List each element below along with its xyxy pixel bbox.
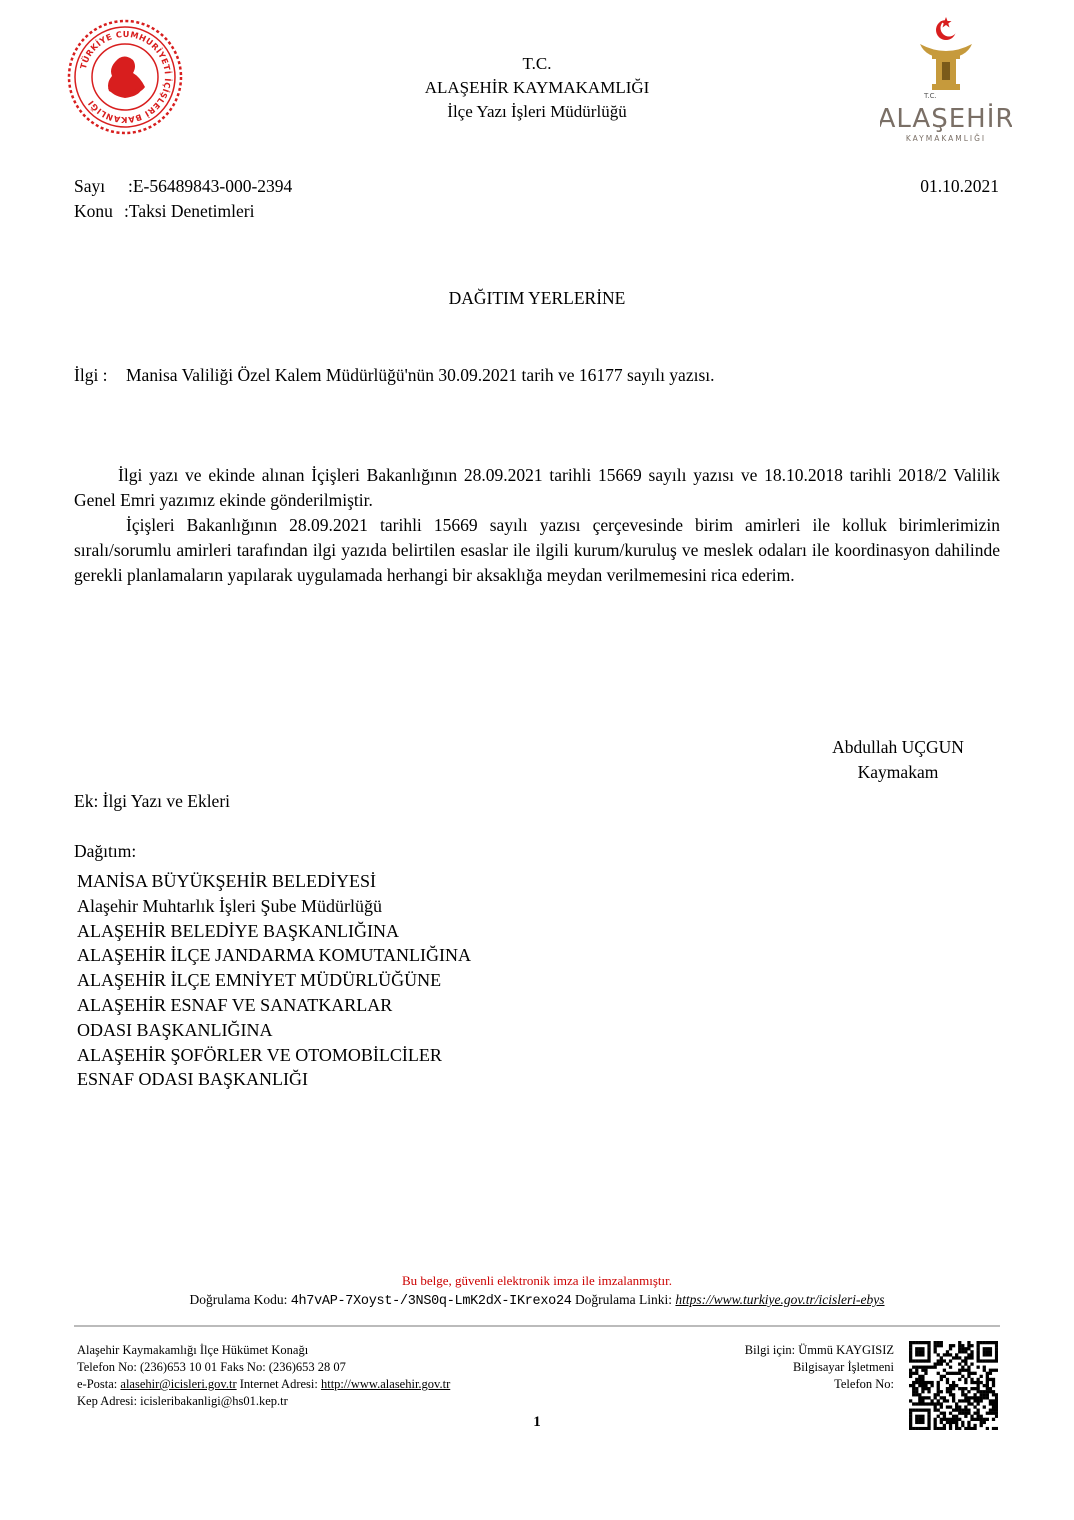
header-tc: T.C. — [522, 54, 552, 73]
svg-text:ALAŞEHİR: ALAŞEHİR — [880, 104, 1012, 134]
footer-web-label: Internet Adresi: — [239, 1377, 318, 1391]
distribution-list — [77, 869, 471, 1092]
verification-link[interactable]: https://www.turkiye.gov.tr/icisleri-ebys — [675, 1292, 885, 1307]
list-item: ALAŞEHİR BELEDİYE BAŞKANLIĞINA — [77, 920, 399, 941]
footer-email-link[interactable]: alasehir@icisleri.gov.tr — [120, 1377, 237, 1391]
paragraph-2: İçişleri Bakanlığının 28.09.2021 tarihli 15669 sayılı yazısı çerçevesinde birim amirleri ile kolluk birimlerimizin sıralı/sorumlu amirleri tarafından ilgi yazıda belirtilen esaslar ile ilgili kurum/kuruluş ve meslek odaları ile koordinasyon dahilinde gerekli planlamaların yapılarak uygulamada herhangi bir aksaklığa meydan verilmemesini rica ederim. — [74, 515, 1000, 585]
list-item: ALAŞEHİR İLÇE JANDARMA KOMUTANLIĞINA — [77, 945, 472, 966]
list-item: ALAŞEHİR ESNAF VE SANATKARLAR — [77, 994, 393, 1015]
svg-text:KAYMAKAMLIĞI: KAYMAKAMLIĞI — [905, 134, 987, 143]
esign-notice: Bu belge, güvenli elektronik imza ile imzalanmıştır. — [401, 1273, 673, 1288]
footer-info-contact: Bilgi için: Ümmü KAYGISIZ — [744, 1343, 894, 1357]
ilgi-text: Manisa Valiliği Özel Kalem Müdürlüğü'nün 30.09.2021 tarih ve 16177 sayılı yazısı. — [126, 365, 715, 385]
page-number: 1 — [533, 1414, 541, 1430]
header-department: İlçe Yazı İşleri Müdürlüğü — [447, 102, 627, 121]
footer-divider — [74, 1325, 1000, 1327]
list-item: ODASI BAŞKANLIĞINA — [77, 1019, 273, 1040]
ilgi-label: İlgi : — [74, 365, 108, 385]
distribution-label: Dağıtım: — [74, 841, 137, 861]
footer-address: Alaşehir Kaymakamlığı İlçe Hükümet Konağı — [77, 1343, 309, 1357]
verification-link-label: Doğrulama Linki: — [574, 1292, 673, 1307]
svg-text:T.C.: T.C. — [924, 92, 937, 100]
verification-code: 4h7vAP-7Xoyst-/3NS0q-LmK2dX-IKrexo24 — [290, 1294, 572, 1309]
alasehir-municipality-logo — [880, 14, 1012, 146]
footer-info-role: Bilgisayar İşletmeni — [792, 1360, 894, 1374]
signatory-title: Kaymakam — [857, 762, 939, 782]
footer-phone: Telefon No: (236)653 10 01 Faks No: (236)653 28 07 — [77, 1360, 346, 1374]
list-item: Alaşehir Muhtarlık İşleri Şube Müdürlüğü — [77, 895, 382, 916]
konu-label: Konu — [74, 201, 113, 221]
list-item: ALAŞEHİR İLÇE EMNİYET MÜDÜRLÜĞÜNE — [77, 970, 442, 991]
footer-info-phone: Telefon No: — [834, 1377, 894, 1391]
letter-body — [74, 463, 1000, 588]
header-office: ALAŞEHİR KAYMAKAMLIĞI — [424, 78, 650, 97]
document-date: 01.10.2021 — [920, 176, 999, 196]
signatory-name: Abdullah UÇGUN — [832, 737, 964, 757]
attachment: Ek: İlgi Yazı ve Ekleri — [74, 791, 231, 811]
footer-kep: Kep Adresi: icisleribakanligi@hs01.kep.tr — [77, 1394, 288, 1408]
verification-code-label: Doğrulama Kodu: — [189, 1292, 288, 1307]
list-item: ESNAF ODASI BAŞKANLIĞI — [77, 1069, 309, 1090]
addressee: DAĞITIM YERLERİNE — [448, 288, 626, 308]
list-item: MANİSA BÜYÜKŞEHİR BELEDİYESİ — [77, 871, 377, 891]
paragraph-1: İlgi yazı ve ekinde alınan İçişleri Bakanlığının 28.09.2021 tarihli 15669 sayılı yazısı ve 18.10.2018 tarihli 2018/2 Valilik Genel Emri yazımız ekinde gönderilmiştir. — [74, 465, 1000, 510]
konu-value: :Taksi Denetimleri — [124, 201, 255, 221]
sayi-value: :E-56489843-000-2394 — [128, 176, 293, 196]
footer-email-label: e-Posta: — [77, 1377, 118, 1391]
footer-web-link[interactable]: http://www.alasehir.gov.tr — [320, 1377, 451, 1391]
list-item: ALAŞEHİR ŞOFÖRLER VE OTOMOBİLCİLER — [77, 1044, 442, 1065]
svg-text:TÜRKİYE CUMHURİYETİ İÇİŞLERİ B: TÜRKİYE CUMHURİYETİ İÇİŞLERİ BAKANLIĞI — [77, 28, 174, 126]
sayi-label: Sayı — [74, 176, 106, 196]
